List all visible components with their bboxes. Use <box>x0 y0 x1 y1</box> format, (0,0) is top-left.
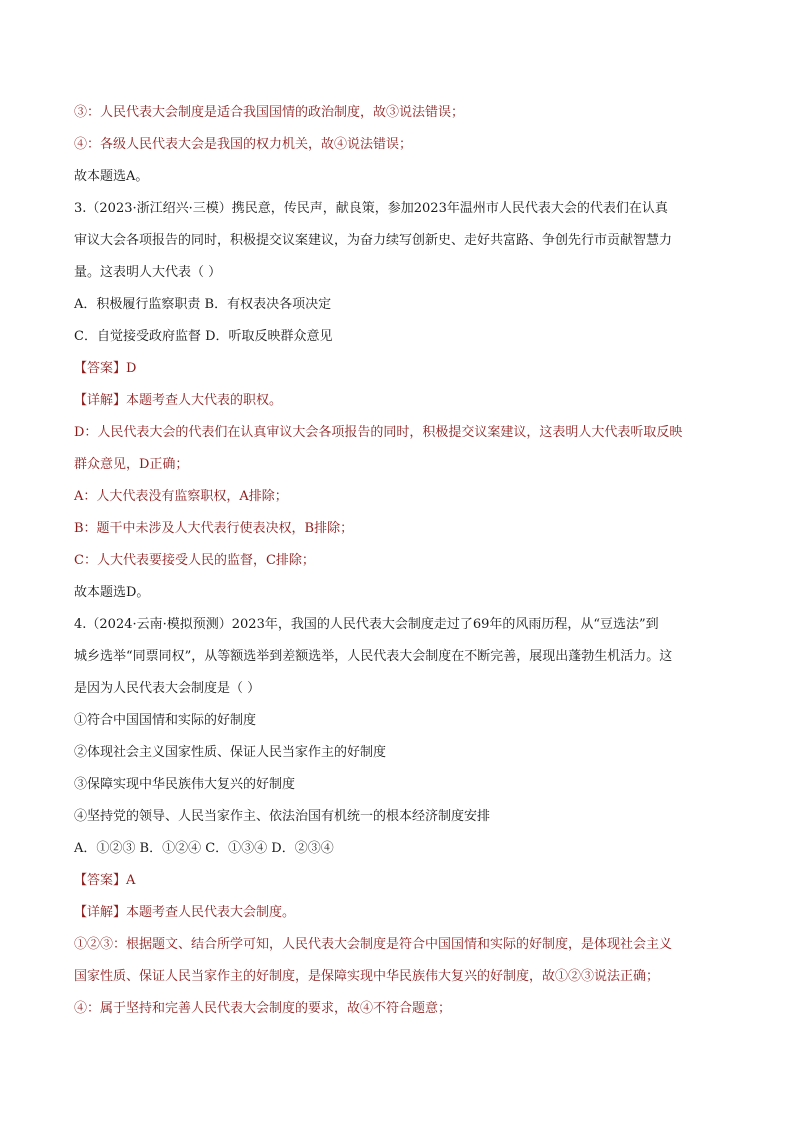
analysis-line: 国家性质、保证人民当家作主的好制度，是保障实现中华民族伟大复兴的好制度，故①②③说法正确； <box>74 969 660 984</box>
question-3-stem: 审议大会各项报告的同时，积极提交议案建议，为奋力续写创新史、走好共富路、争创先行市贡献智慧力 <box>74 233 673 248</box>
question-4-statement: ②体现社会主义国家性质、保证人民当家作主的好制度 <box>74 745 387 760</box>
question-4-stem: 4.（2024·云南·模拟预测）2023年，我国的人民代表大会制度走过了69年的风雨历程，从“豆选法”到 <box>74 617 659 632</box>
analysis-line: C：人大代表要接受人民的监督，C排除； <box>74 553 315 568</box>
question-3-stem: 3.（2023·浙江绍兴·三模）携民意，传民声，献良策，参加2023年温州市人民代表大会的代表们在认真 <box>74 201 668 216</box>
analysis-line: 群众意见，D正确； <box>74 457 189 472</box>
answer-label: 【答案】D <box>74 361 137 376</box>
answer-conclusion: 故本题选D。 <box>74 585 150 600</box>
question-4-statement: ①符合中国国情和实际的好制度 <box>74 713 257 728</box>
analysis-line: A：人大代表没有监察职权，A排除； <box>74 489 288 504</box>
question-4-statement: ③保障实现中华民族伟大复兴的好制度 <box>74 777 296 792</box>
explanation-label: 【详解】本题考查人民代表大会制度。 <box>74 905 296 920</box>
question-4-options: A．①②③ B．①②④ C．①③④ D．②③④ <box>74 841 334 856</box>
analysis-line: ③：人民代表大会制度是适合我国国情的政治制度，故③说法错误； <box>74 105 465 120</box>
question-4-stem: 是因为人民代表大会制度是（ ） <box>74 681 261 696</box>
question-3-options: C．自觉接受政府监督 D．听取反映群众意见 <box>74 329 333 344</box>
analysis-line: D：人民代表大会的代表们在认真审议大会各项报告的同时，积极提交议案建议，这表明人大代表听取反映 <box>74 425 683 440</box>
analysis-line: ④：各级人民代表大会是我国的权力机关，故④说法错误； <box>74 137 413 152</box>
analysis-line: ④：属于坚持和完善人民代表大会制度的要求，故④不符合题意； <box>74 1001 452 1016</box>
explanation-label: 【详解】本题考查人大代表的职权。 <box>74 393 283 408</box>
answer-label: 【答案】A <box>74 873 136 888</box>
question-3-options: A．积极履行监察职责 B．有权表决各项决定 <box>74 297 332 312</box>
question-4-stem: 城乡选举“同票同权”，从等额选举到差额选举，人民代表大会制度在不断完善，展现出蓬勃生机活力。这 <box>74 649 673 664</box>
analysis-line: ①②③：根据题文、结合所学可知，人民代表大会制度是符合中国国情和实际的好制度，是体现社会主义 <box>74 937 673 952</box>
question-3-stem: 量。这表明人大代表（ ） <box>74 265 222 280</box>
question-4-statement: ④坚持党的领导、人民当家作主、依法治国有机统一的根本经济制度安排 <box>74 809 491 824</box>
analysis-line: B：题干中未涉及人大代表行使表决权，B排除； <box>74 521 354 536</box>
answer-conclusion: 故本题选A。 <box>74 169 149 184</box>
